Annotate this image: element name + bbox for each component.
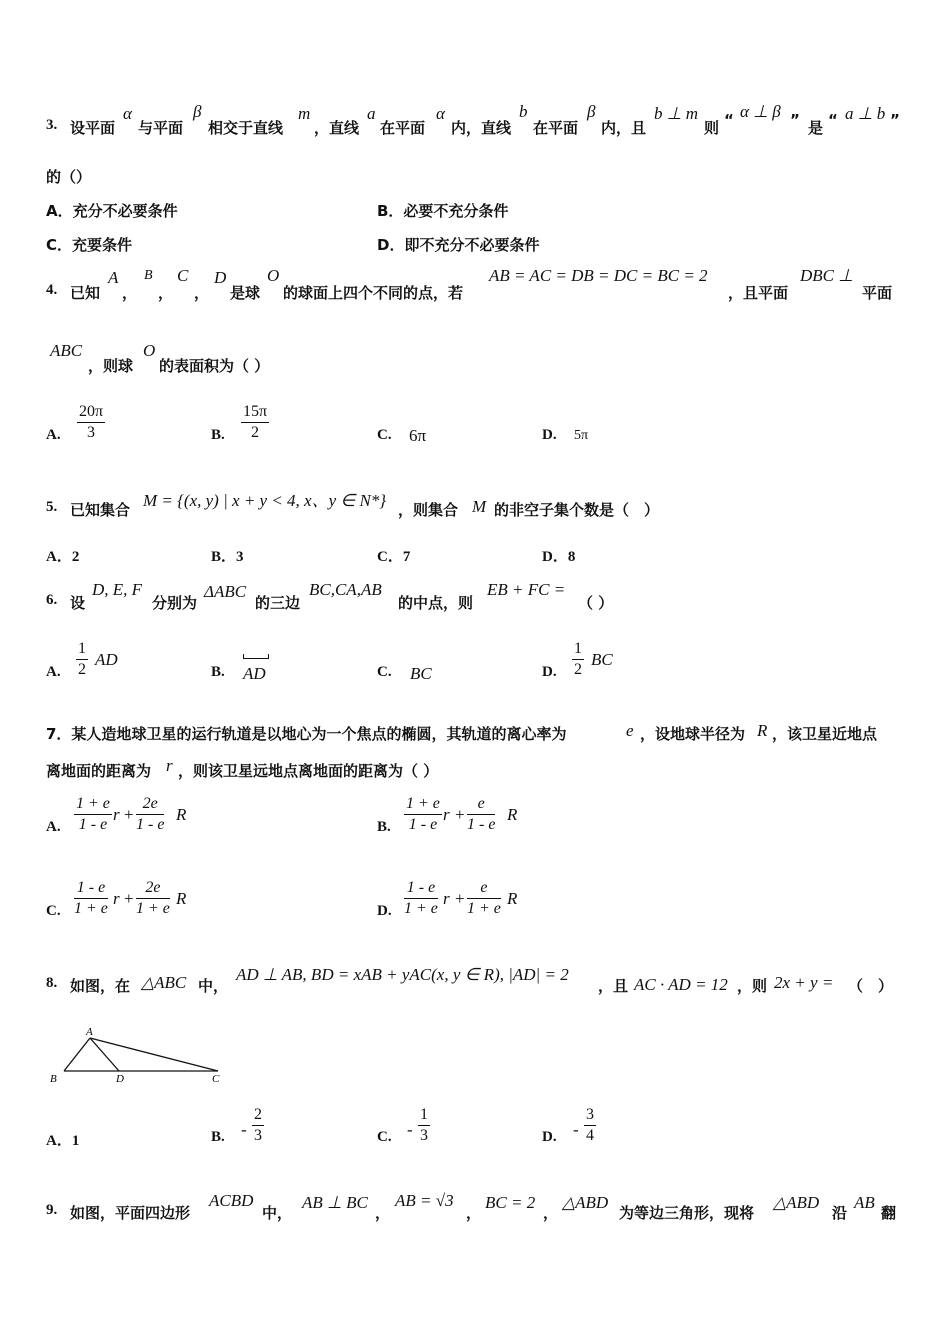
q8-option-c-numerator: 1	[418, 1105, 430, 1126]
q8-figure-label-d: D	[116, 1073, 124, 1085]
q3-text-4: ，直线	[314, 119, 360, 137]
q5-option-c: C．7	[377, 549, 411, 565]
q7-option-a-R: R	[176, 805, 187, 824]
q7-option-c-fraction-1	[74, 878, 108, 919]
q7-option-a-den-1: 1 - e	[78, 816, 108, 833]
q4-sphere-o: O	[267, 266, 280, 285]
q7-option-b-fraction-1	[404, 794, 442, 835]
q9-comma-1: ，	[375, 1204, 391, 1222]
q9-text-1: 如图，平面四边形	[70, 1204, 191, 1222]
q9-triangle: △ABD	[562, 1193, 609, 1212]
q9-comma-3: ，	[543, 1204, 559, 1222]
q4-option-a-label: A.	[46, 427, 61, 443]
q7-text-3: ，该卫星近地点	[772, 725, 878, 743]
q8-figure-label-a: A	[86, 1026, 93, 1038]
q6-option-a-numerator: 1	[76, 639, 88, 660]
q9-ab-length: AB = √3	[395, 1191, 454, 1210]
q7-option-c-plus: +	[124, 889, 134, 908]
q9-text-3: 为等边三角形，现将	[619, 1204, 755, 1222]
q8-option-b-fraction	[252, 1105, 264, 1146]
q7-option-a-num-2: 2e	[136, 794, 164, 815]
q7-option-b-r: r	[443, 805, 450, 824]
q5-text-2: ，则集合	[398, 501, 459, 519]
q3-alpha: α	[123, 104, 132, 123]
q4-point-a: A	[108, 268, 119, 287]
q7-option-a-r: r	[113, 805, 120, 824]
q6-option-c-vector: BC	[410, 664, 432, 683]
q6-option-d-numerator: 1	[572, 639, 584, 660]
q3-option-d: D．即不充分不必要条件	[377, 236, 540, 254]
q4-sphere-o-2: O	[143, 341, 156, 360]
q7-option-c-den-1: 1 + e	[74, 900, 108, 917]
q7-option-a-label: A.	[46, 819, 61, 835]
q7-option-d-plus: +	[455, 889, 465, 908]
q6-points: D, E, F	[92, 580, 143, 599]
q3-beta: β	[193, 102, 202, 121]
q8-option-d-fraction	[584, 1105, 596, 1146]
q7-option-d-fraction-2	[467, 878, 501, 919]
q7-text-4: 离地面的距离为	[46, 762, 152, 780]
q9-number: 9.	[46, 1202, 58, 1218]
q4-point-b: B	[144, 268, 153, 283]
q4-option-d-value: 5π	[574, 428, 589, 443]
q6-number: 6.	[46, 592, 58, 608]
q5-text-1: 已知集合	[70, 501, 131, 519]
q8-option-c-sign: -	[407, 1120, 413, 1139]
q8-option-d-label: D.	[542, 1129, 557, 1145]
q3-b: b	[519, 102, 528, 121]
q3-text-5: 在平面	[380, 119, 426, 137]
q4-text-7: 的表面积为（ ）	[159, 357, 270, 375]
q9-text-2: 中，	[262, 1204, 293, 1222]
q9-text-5: 翻	[881, 1204, 897, 1222]
q9-text-4: 沿	[832, 1204, 848, 1222]
q3-m: m	[298, 104, 311, 123]
q4-comma-1: ，	[122, 284, 138, 302]
q4-comma-2: ，	[158, 284, 174, 302]
q4-number: 4.	[46, 282, 58, 298]
q4-text-6: ，则球	[88, 357, 134, 375]
q7-option-b-plus: +	[455, 805, 465, 824]
q9-bc-length: BC = 2	[485, 1193, 536, 1212]
q8-option-b-sign: -	[241, 1120, 247, 1139]
q3-text-6: 内，直线	[451, 119, 512, 137]
q7-text-5: ，则该卫星远地点离地面的距离为（ ）	[178, 762, 439, 780]
q3-text-7: 在平面	[533, 119, 579, 137]
q4-comma-3: ，	[194, 284, 210, 302]
q5-text-3: 的非空子集个数是（ ）	[494, 501, 660, 519]
q4-point-c: C	[177, 266, 189, 285]
q6-expression: EB + FC =	[487, 580, 566, 599]
q7-option-d-r: r	[443, 889, 450, 908]
q3-text-9: 则	[704, 119, 720, 137]
q7-option-b-num-1: 1 + e	[404, 794, 442, 815]
q6-text-4: 的中点，则	[398, 594, 474, 612]
q3-expr-2: a ⊥ b	[845, 104, 886, 123]
q8-text-3: ，且	[598, 977, 629, 995]
q4-plane-dbc: DBC ⊥	[800, 266, 854, 285]
q6-option-b-vector-arrow	[243, 654, 269, 659]
q4-option-b-numerator: 15π	[241, 402, 269, 423]
q5-option-d: D．8	[542, 549, 576, 565]
q8-condition: AD ⊥ AB, BD = xAB + yAC(x, y ∈ R), |AD| = 2	[236, 965, 569, 984]
q7-radius: R	[757, 721, 768, 740]
q8-text-5: （ ）	[848, 977, 894, 995]
q6-option-c-label: C.	[377, 664, 392, 680]
q4-equation: AB = AC = DB = DC = BC = 2	[489, 266, 708, 285]
q8-text-1: 如图，在	[70, 977, 131, 995]
q9-comma-2: ，	[466, 1204, 482, 1222]
q7-option-c-num-2: 2e	[136, 878, 170, 899]
q8-triangle: △ABC	[141, 973, 187, 992]
q6-option-d-label: D.	[542, 664, 557, 680]
q5-option-a: A．2	[46, 549, 80, 565]
q3-text-1: 设平面	[70, 119, 116, 137]
q7-eccentricity: e	[626, 721, 634, 740]
q7-option-d-den-2: 1 + e	[467, 900, 501, 917]
q3-text-10: 是	[808, 119, 824, 137]
q4-option-d-label: D.	[542, 427, 557, 443]
q8-dot-product: AC · AD = 12	[634, 975, 728, 994]
q4-option-c-label: C.	[377, 427, 392, 443]
q7-option-b-den-1: 1 - e	[408, 816, 438, 833]
q7-option-a-num-1: 1 + e	[74, 794, 112, 815]
q6-option-d-denominator: 2	[574, 661, 582, 678]
q4-option-b-denominator: 2	[251, 424, 260, 441]
q8-text-4: ，则	[737, 977, 768, 995]
q7-option-c-den-2: 1 + e	[136, 900, 170, 917]
q3-quote-open-1: “	[724, 111, 734, 129]
q5-set-m: M	[472, 497, 487, 516]
q7-option-b-label: B.	[377, 819, 391, 835]
q6-option-a-fraction	[76, 639, 88, 680]
q6-option-d-fraction	[572, 639, 584, 680]
q8-option-d-numerator: 3	[584, 1105, 596, 1126]
q3-text-8: 内，且	[601, 119, 647, 137]
q4-option-a-fraction	[77, 402, 105, 443]
q3-a: a	[367, 104, 376, 123]
q7-option-d-num-1: 1 - e	[404, 878, 438, 899]
q8-option-d-denominator: 4	[586, 1127, 594, 1144]
q9-quadrilateral: ACBD	[209, 1191, 254, 1210]
q7-option-d-fraction-1	[404, 878, 438, 919]
q8-option-b-denominator: 3	[254, 1127, 262, 1144]
q3-option-a: A．充分不必要条件	[46, 202, 178, 220]
q3-expr-1: α ⊥ β	[740, 102, 781, 121]
q8-text-2: 中，	[198, 977, 229, 995]
q8-option-c-label: C.	[377, 1129, 392, 1145]
q4-option-c-value: 6π	[409, 426, 427, 445]
q3-number: 3.	[46, 117, 58, 133]
q7-option-b-fraction-2	[467, 794, 495, 835]
q7-option-c-r: r	[113, 889, 120, 908]
q3-text-2: 与平面	[138, 119, 184, 137]
q7-option-d-num-2: e	[467, 878, 501, 899]
q8-figure-label-b: B	[50, 1073, 57, 1085]
q8-number: 8.	[46, 975, 58, 991]
q6-option-d-vector: BC	[591, 650, 613, 669]
q7-option-b-den-2: 1 - e	[467, 816, 496, 833]
q7-option-a-plus: +	[124, 805, 134, 824]
q9-triangle-2: △ABD	[773, 1193, 820, 1212]
q8-option-d-sign: -	[573, 1120, 579, 1139]
q4-option-a-numerator: 20π	[77, 402, 105, 423]
q6-text-5: （ ）	[578, 594, 614, 612]
q4-text-1: 已知	[70, 284, 101, 302]
q4-text-2: 是球	[230, 284, 261, 302]
q6-triangle: ΔABC	[204, 582, 247, 601]
q4-option-b-label: B.	[211, 427, 225, 443]
q6-option-a-vector: AD	[95, 650, 118, 669]
q3-quote-close-2: ”	[890, 111, 900, 129]
q4-text-5: 平面	[862, 284, 893, 302]
q6-option-a-denominator: 2	[78, 661, 86, 678]
q5-option-b: B．3	[211, 549, 244, 565]
q6-text-2: 分别为	[152, 594, 198, 612]
q5-set-definition: M = {(x, y) | x + y < 4, x、y ∈ N*}	[143, 491, 387, 510]
q7-text-2: ，设地球半径为	[640, 725, 746, 743]
q3-quote-close-1: ”	[790, 111, 800, 129]
q6-sides: BC,CA,AB	[309, 580, 382, 599]
q6-text-3: 的三边	[255, 594, 301, 612]
q7-option-c-label: C.	[46, 903, 61, 919]
q7-r: r	[166, 756, 173, 775]
q8-option-b-numerator: 2	[252, 1105, 264, 1126]
q8-figure-label-c: C	[212, 1073, 220, 1085]
q8-figure-line-ab	[64, 1038, 90, 1071]
q4-option-a-denominator: 3	[87, 424, 96, 441]
q7-option-d-label: D.	[377, 903, 392, 919]
q3-option-c: C．充要条件	[46, 236, 133, 254]
q8-option-c-denominator: 3	[420, 1127, 428, 1144]
q3-alpha-2: α	[436, 104, 445, 123]
q8-option-b-label: B.	[211, 1129, 225, 1145]
q4-text-4: ，且平面	[728, 284, 789, 302]
q3-condition: b ⊥ m	[654, 104, 699, 123]
q8-option-a: A．1	[46, 1133, 80, 1149]
q7-option-d-R: R	[507, 889, 518, 908]
q3-quote-open-2: “	[828, 111, 838, 129]
q7-option-a-fraction-2	[136, 794, 164, 835]
q7-option-b-R: R	[507, 805, 518, 824]
q7-option-d-den-1: 1 + e	[404, 900, 438, 917]
q7-option-c-fraction-2	[136, 878, 170, 919]
q8-figure-line-ad	[90, 1038, 119, 1071]
q4-text-3: 的球面上四个不同的点，若	[283, 284, 464, 302]
q4-point-d: D	[214, 268, 227, 287]
q9-ab: AB	[854, 1193, 875, 1212]
q6-option-b-vector: AD	[243, 664, 266, 683]
q8-expression: 2x + y =	[774, 973, 834, 992]
q3-beta-2: β	[587, 102, 596, 121]
q6-option-a-label: A.	[46, 664, 61, 680]
q3-option-b: B．必要不充分条件	[377, 202, 509, 220]
q6-option-b-label: B.	[211, 664, 225, 680]
q7-option-a-den-2: 1 - e	[136, 816, 165, 833]
q7-text-1: 7．某人造地球卫星的运行轨道是以地心为一个焦点的椭圆，其轨道的离心率为	[46, 725, 567, 743]
q7-option-c-num-1: 1 - e	[74, 878, 108, 899]
q7-option-c-R: R	[176, 889, 187, 908]
q6-text-1: 设	[70, 594, 86, 612]
q7-option-a-fraction-1	[74, 794, 112, 835]
q8-figure-line-ac	[90, 1038, 218, 1071]
q3-text-3: 相交于直线	[208, 119, 284, 137]
q9-perpendicular: AB ⊥ BC	[302, 1193, 368, 1212]
q8-figure	[46, 1018, 231, 1090]
q7-option-b-num-2: e	[467, 794, 495, 815]
q8-option-c-fraction	[418, 1105, 430, 1146]
q4-plane-abc: ABC	[50, 341, 83, 360]
q3-text-11: 的（）	[46, 168, 92, 186]
q4-option-b-fraction	[241, 402, 269, 443]
q5-number: 5.	[46, 499, 58, 515]
